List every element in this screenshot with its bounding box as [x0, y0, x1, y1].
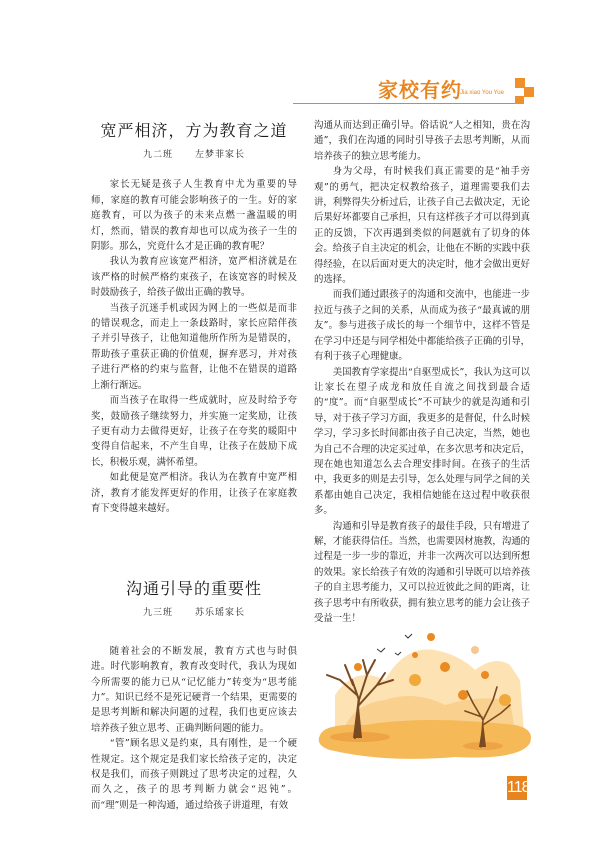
paragraph: 如此便是宽严相济。我认为在教育中宽严相济，教育才能发挥更好的作用，让孩子在家庭教育下变得越来越好。 — [91, 472, 297, 514]
paragraph: 身为父母，有时候我们真正需要的是“袖手旁观”的勇气，把决定权教给孩子，道理需要我们去讲，利弊得失分析过后，让孩子自己去做决定，无论后果好坏都要自己承担，只有这样孩子才可以得到真正的反馈，下次再遇到类似的问题就有了切身的体会。给孩子自主决定的机会，让他在不断的实践中获得经验，在以后面对更大的决定时，他才会做出更好的选择。 — [314, 166, 530, 286]
paragraph: 而当孩子在取得一些成就时，应及时给予夸奖，鼓励孩子继续努力，并实施一定奖励，让孩子更有动力去做得更好，让孩子在夸奖的暖阳中变得自信起来，不产生自卑，让孩子在鼓励下成长，积极乐观，满怀希望。 — [91, 395, 297, 468]
paragraph: “管”顾名思义是约束，具有刚性，是一个硬性规定。这个规定是我们家长给孩子定的，决定权是我们，而孩子则跳过了思考决定的过程，久而久之，孩子的思考判断力就会“迟钝”。而“理”则是一种沟通，通过给孩子讲道理，有效 — [91, 738, 297, 811]
decorative-square-icon — [524, 87, 534, 97]
author-class: 九三班 — [143, 608, 174, 619]
right-column — [314, 118, 530, 626]
left-column — [91, 120, 297, 813]
article-title: 沟通引导的重要性 — [125, 579, 262, 599]
article-byline — [91, 606, 297, 621]
paragraph: 家长无疑是孩子人生教育中尤为重要的导师，家庭的教育可能会影响孩子的一生。好的家庭教育，可以为孩子的未来点燃一盏温暖的明灯，然而，错误的教育却也可以成为孩子一生的阴影。那么，究竟什么才是正确的教育呢？ — [91, 179, 297, 253]
paragraph-continued: 沟通从而达到正确引导。俗话说“人之相知，贵在沟通”，我们在沟通的同时引导孩子去思考判断，从而培养孩子的独立思考能力。 — [314, 120, 530, 162]
article-2-header — [91, 578, 297, 621]
author-name: 苏乐瑶家长 — [194, 608, 245, 619]
paragraph: 随着社会的不断发展，教育方式也与时俱进。时代影响教育，教育改变时代，我认为现如今所需要的能力已从“记忆能力”转变为“思考能力”。知识已经不是死记硬背一个结果，更需要的是思考判断和解决问题的过程，我们也更应该去培养孩子独立思考、正确判断问题的能力。 — [91, 645, 297, 734]
autumn-trees-illustration-icon — [305, 625, 550, 775]
article-byline — [91, 148, 297, 163]
paragraph: 美国教育学家提出“自驱型成长”，我认为这可以让家长在望子成龙和放任自流之间找到最合适的“度”。而“自驱型成长”不可缺少的就是沟通和引导，对于孩子学习方面，我更多的是督促，什么时候学习，学习多长时间都由孩子自己决定，当然，她也为自己不合理的决定买过单，在多次思考和决定后，现在她也知道怎么去合理安排时间。在孩子的生活中，我更多的则是去引导，怎么处理与同学之间的关系都由她自己决定，我相信她能在这过程中收获很多。 — [314, 366, 530, 517]
paragraph: 而我们通过跟孩子的沟通和交流中，也能进一步拉近与孩子之间的关系，从而成为孩子“最真诚的朋友”。参与进孩子成长的每一个细节中，这样不管是在学习中还是与同学相处中都能给孩子正确的引导，有利于孩子心理健康。 — [314, 289, 530, 363]
paragraph: 当孩子沉迷手机或因为网上的一些似是而非的错误观念，而走上一条歧路时，家长应陪伴孩子并引导孩子，让他知道他所作所为是错误的，帮助孩子重获正确的价值观，摒弃恶习，并对孩子进行严格的约束与监督，让他不在错误的道路上渐行渐远。 — [91, 302, 297, 391]
section-header — [293, 60, 553, 110]
paragraph: 沟通和引导是教育孩子的最佳手段，只有增进了解，才能获得信任。当然，也需要因材施教，沟通的过程是一步一步的靠近，并非一次两次可以达到所想的效果。家长给孩子有效的沟通和引导既可以培养孩子的自主思考能力，又可以拉近彼此之间的距离，让孩子思考中有所收获，拥有独立思考的能力会让孩子受益一生！ — [314, 520, 530, 624]
section-subtitle: Jia xiao You Yue — [460, 90, 504, 96]
author-name: 左梦菲家长 — [194, 150, 245, 160]
author-class: 九二班 — [143, 150, 174, 160]
article-title: 宽严相济，方为教育之道 — [100, 121, 288, 140]
paragraph: 我认为教育应该宽严相济，宽严相济就是在该严格的时候严格约束孩子，在该宽容的时候及时鼓励孩子，给孩子做出正确的教导。 — [91, 256, 297, 299]
section-title: 家校有约 — [378, 78, 462, 102]
header-rule — [293, 103, 515, 104]
page-number: 118 — [507, 776, 527, 800]
decorative-square-icon — [515, 96, 524, 104]
